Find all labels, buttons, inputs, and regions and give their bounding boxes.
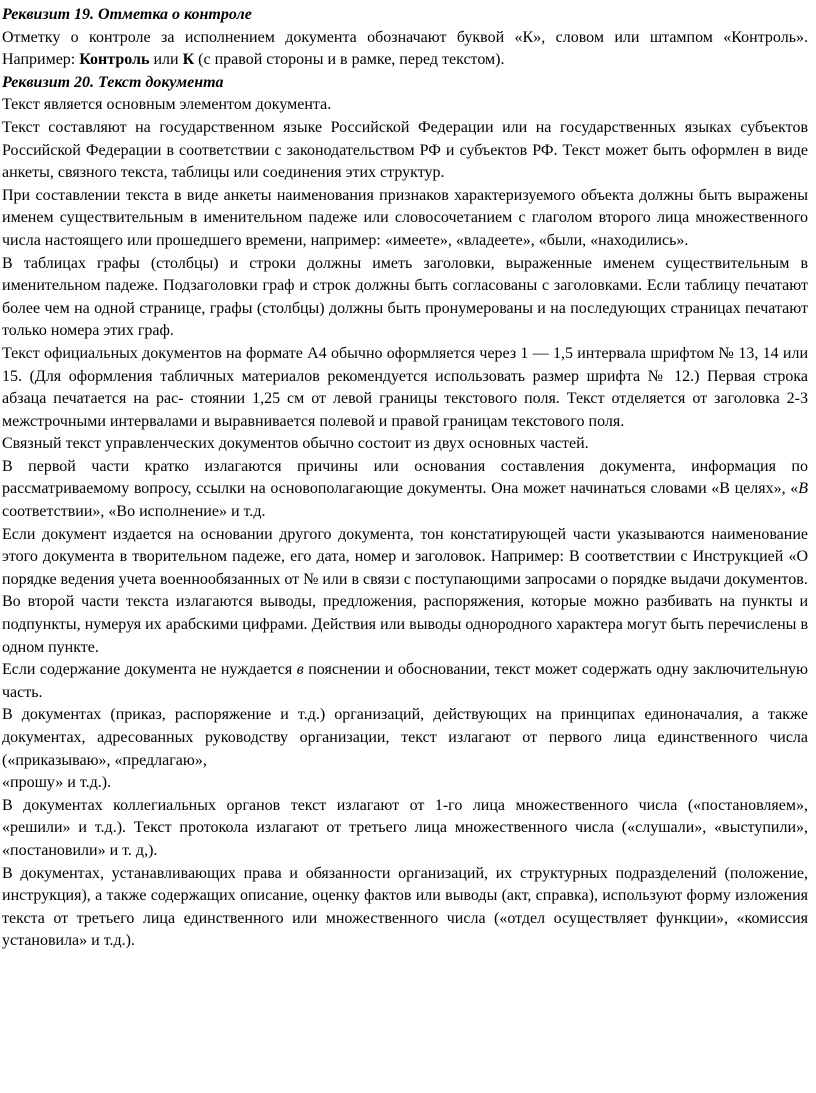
control-letter-example: К bbox=[182, 51, 195, 69]
paragraph-first-person bbox=[2, 704, 808, 794]
requisite-19-heading: Реквизит 19. Отметка о контроле bbox=[2, 6, 252, 23]
paragraph-questionnaire: При составлении текста в виде анкеты наименования признаков характеризуемого объекта должны быть выражены именем существительным в именительном падеже или словосочетанием с глаголом второго лица множественного числа настоящего или прошедшего времени, например: «имеете», «владеете», «были, «находились». bbox=[2, 186, 808, 249]
requisite-19-text-tail: (с правой стороны и в рамке, перед текстом). bbox=[194, 51, 505, 69]
first-person-text-tail: «прошу» и т.д.). bbox=[2, 774, 112, 792]
paragraph-third-person: В документах, устанавливающих права и обязанности организаций, их структурных подразделений (положение, инструкция), а также содержащих описание, оценку фактов или выводы (акт, справка), используют форму изложения текста от третьего лица единственного или множественного числа («отдел осуществляет функции», «комиссия установила» и т.д.). bbox=[2, 864, 808, 950]
conclusion-text: Если содержание документа не нуждается bbox=[2, 661, 297, 679]
paragraph-formatting: Текст официальных документов на формате А4 обычно оформляется через 1 — 1,5 интервала шрифтом № 13, 14 или 15. (Для оформления табличных материалов рекомендуется использовать размер шрифта № 12.) Первая строка абзаца печатается на рас- стоянии 1,25 см от левой границы текстового поля. Текст отделяется от заголовка 2-3 межстрочными интервалами и выравнивается полевой и правой границам текстового поля. bbox=[2, 344, 808, 430]
paragraph-main-element: Текст является основным элементом документа. bbox=[2, 96, 332, 114]
requisite-19-paragraph bbox=[2, 27, 808, 72]
first-part-text: В первой части кратко излагаются причины или основания составления документа, информация по рассматриваемому вопросу, ссылки на основополагающие документы. Она может начинаться словами «В целях», « bbox=[2, 457, 808, 498]
paragraph-tables: В таблицах графы (столбцы) и строки должны иметь заголовки, выраженные именем существительным в именительном падеже. Подзаголовки граф и строк должны быть согласованы с заголовками. Если таблицу печатают более чем на одной странице, графы (столбцы) должны быть пронумерованы и на последующих страницах печатают только номера этих граф. bbox=[2, 254, 808, 340]
first-part-italic-letter: В bbox=[798, 480, 808, 498]
paragraph-second-part: Во второй части текста излагаются выводы, предложения, распоряжения, которые можно разбивать на пункты и подпункты, нумеруя их арабскими цифрами. Действия или выводы однородного характера могут быть перечислены в одном пункте. bbox=[2, 593, 808, 656]
requisite-19-text: Отметку о контроле за исполнением документа обозначают буквой «К», словом или штампом «Контроль». Например: bbox=[2, 28, 808, 69]
or-connector: или bbox=[149, 51, 183, 69]
first-part-text-tail: соответствии», «Во исполнение» и т.д. bbox=[2, 503, 266, 521]
conclusion-text-tail: пояснении и обосновании, текст может содержать одну заключительную часть. bbox=[2, 661, 809, 701]
paragraph-first-part bbox=[2, 456, 808, 524]
paragraph-connected-text: Связный текст управленческих документов обычно состоит из двух основных частей. bbox=[2, 435, 589, 453]
paragraph-collegial: В документах коллегиальных органов текст излагают от 1-го лица множественного числа («постановляем», «решили» и т.д.). Текст протокола излагают от третьего лица множественного числа («слушали», «выступили», «постановили» и т. д,). bbox=[2, 796, 808, 859]
paragraph-conclusion-only bbox=[2, 659, 808, 704]
conclusion-italic-letter: в bbox=[296, 661, 304, 679]
paragraph-language: Текст составляют на государственном языке Российской Федерации или на государственных языках субъектов Российской Федерации в соответствии с законодательством РФ и субъектов РФ. Текст может быть оформлен в виде анкеты, связного текста, таблицы или соединения этих структур. bbox=[2, 118, 808, 182]
paragraph-based-on-document: Если документ издается на основании другого документа, тон констатирующей части указываются наименование этого документа в творительном падеже, его дата, номер и заголовок. Например: В соответствии с Инструкцией «О порядке ведения учета военнообязанных от № или в связи с поступающими запросами о порядке выдачи документов. bbox=[2, 525, 808, 588]
requisite-20-heading: Реквизит 20. Текст документа bbox=[2, 73, 224, 91]
first-person-text: В документах (приказ, распоряжение и т.д.) организаций, действующих на принципах единоначалия, а также документах, адресованных руководству организации, текст излагают от первого лица единственного числа («приказываю», «предлагаю», bbox=[2, 706, 808, 769]
control-word-example: Контроль bbox=[79, 51, 150, 69]
